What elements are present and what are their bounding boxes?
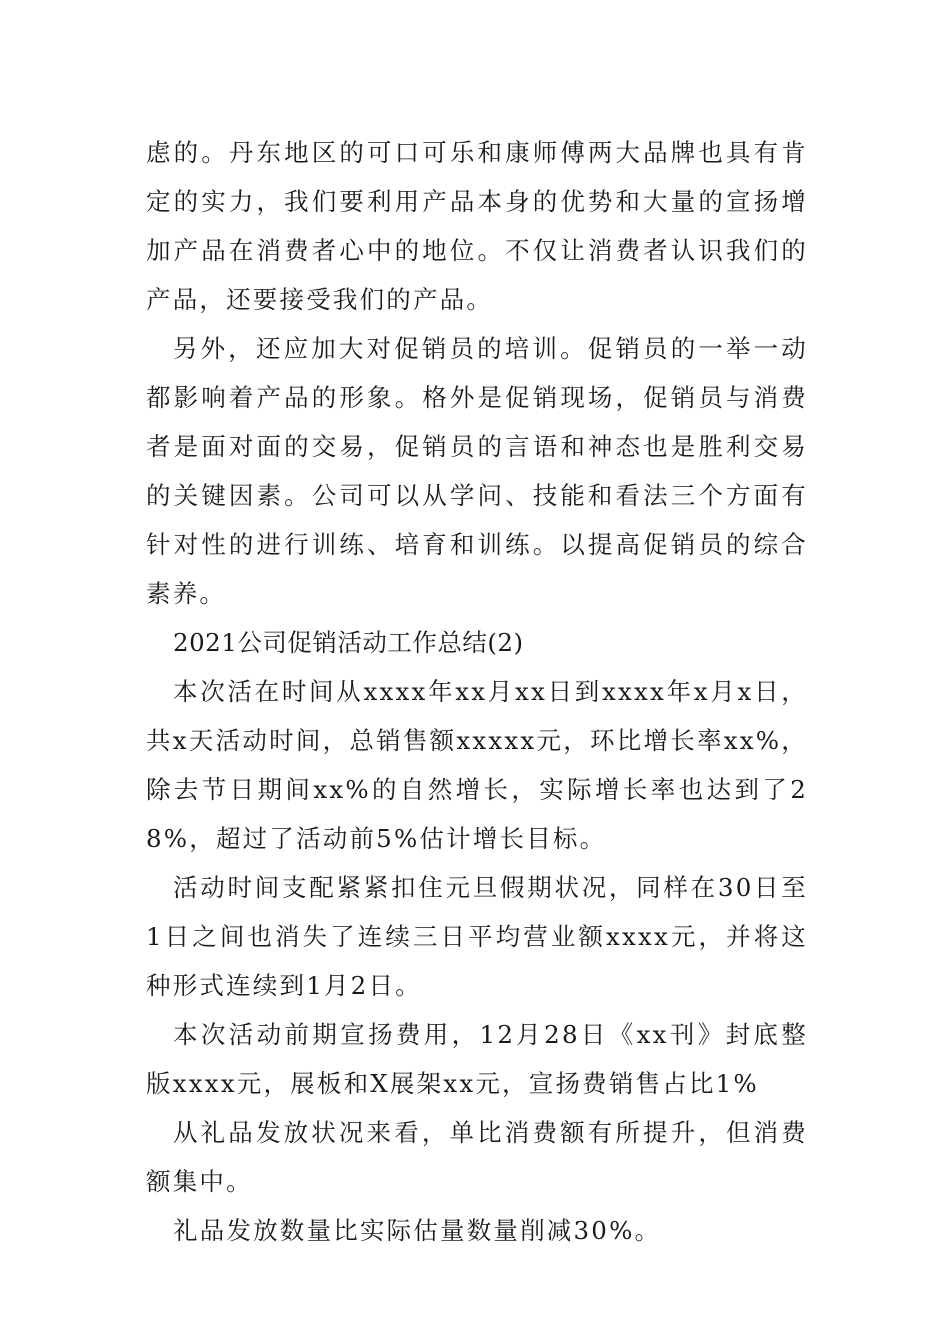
section-title: 2021公司促销活动工作总结(2)	[173, 628, 524, 657]
paragraph-sales-summary: 本次活在时间从xxxx年xx月xx日到xxxx年x月x日，共x天活动时间，总销售额xxxxx元，环比增长率xx%，除去节日期间xx%的自然增长，实际增长率也达到了28%，超过了活动前5%估计增长目标。	[146, 677, 808, 853]
paragraph-activity-timing: 活动时间支配紧紧扣住元旦假期状况，同样在30日至1日之间也消失了连续三日平均营业额xxxx元，并将这种形式连续到1月2日。	[146, 873, 808, 1000]
paragraph-promotion-cost: 本次活动前期宣扬费用，12月28日《xx刊》封底整版xxxx元，展板和X展架xx元，宣扬费销售占比1%	[146, 1020, 808, 1098]
paragraph-brand-competition: 虑的。丹东地区的可口可乐和康师傅两大品牌也具有肯定的实力，我们要利用产品本身的优势和大量的宣扬增加产品在消费者心中的地位。不仅让消费者认识我们的产品，还要接受我们的产品。	[146, 138, 808, 314]
paragraph-promoter-training: 另外，还应加大对促销员的培训。促销员的一举一动都影响着产品的形象。格外是促销现场，促销员与消费者是面对面的交易，促销员的言语和神态也是胜利交易的关键因素。公司可以从学问、技能和看法三个方面有针对性的进行训练、培育和训练。以提高促销员的综合素养。	[146, 334, 808, 608]
paragraph-gift-distribution: 从礼品发放状况来看，单比消费额有所提升，但消费额集中。	[146, 1118, 808, 1196]
document-page	[146, 128, 808, 1255]
paragraph-gift-quantity: 礼品发放数量比实际估量数量削减30%。	[173, 1216, 662, 1245]
